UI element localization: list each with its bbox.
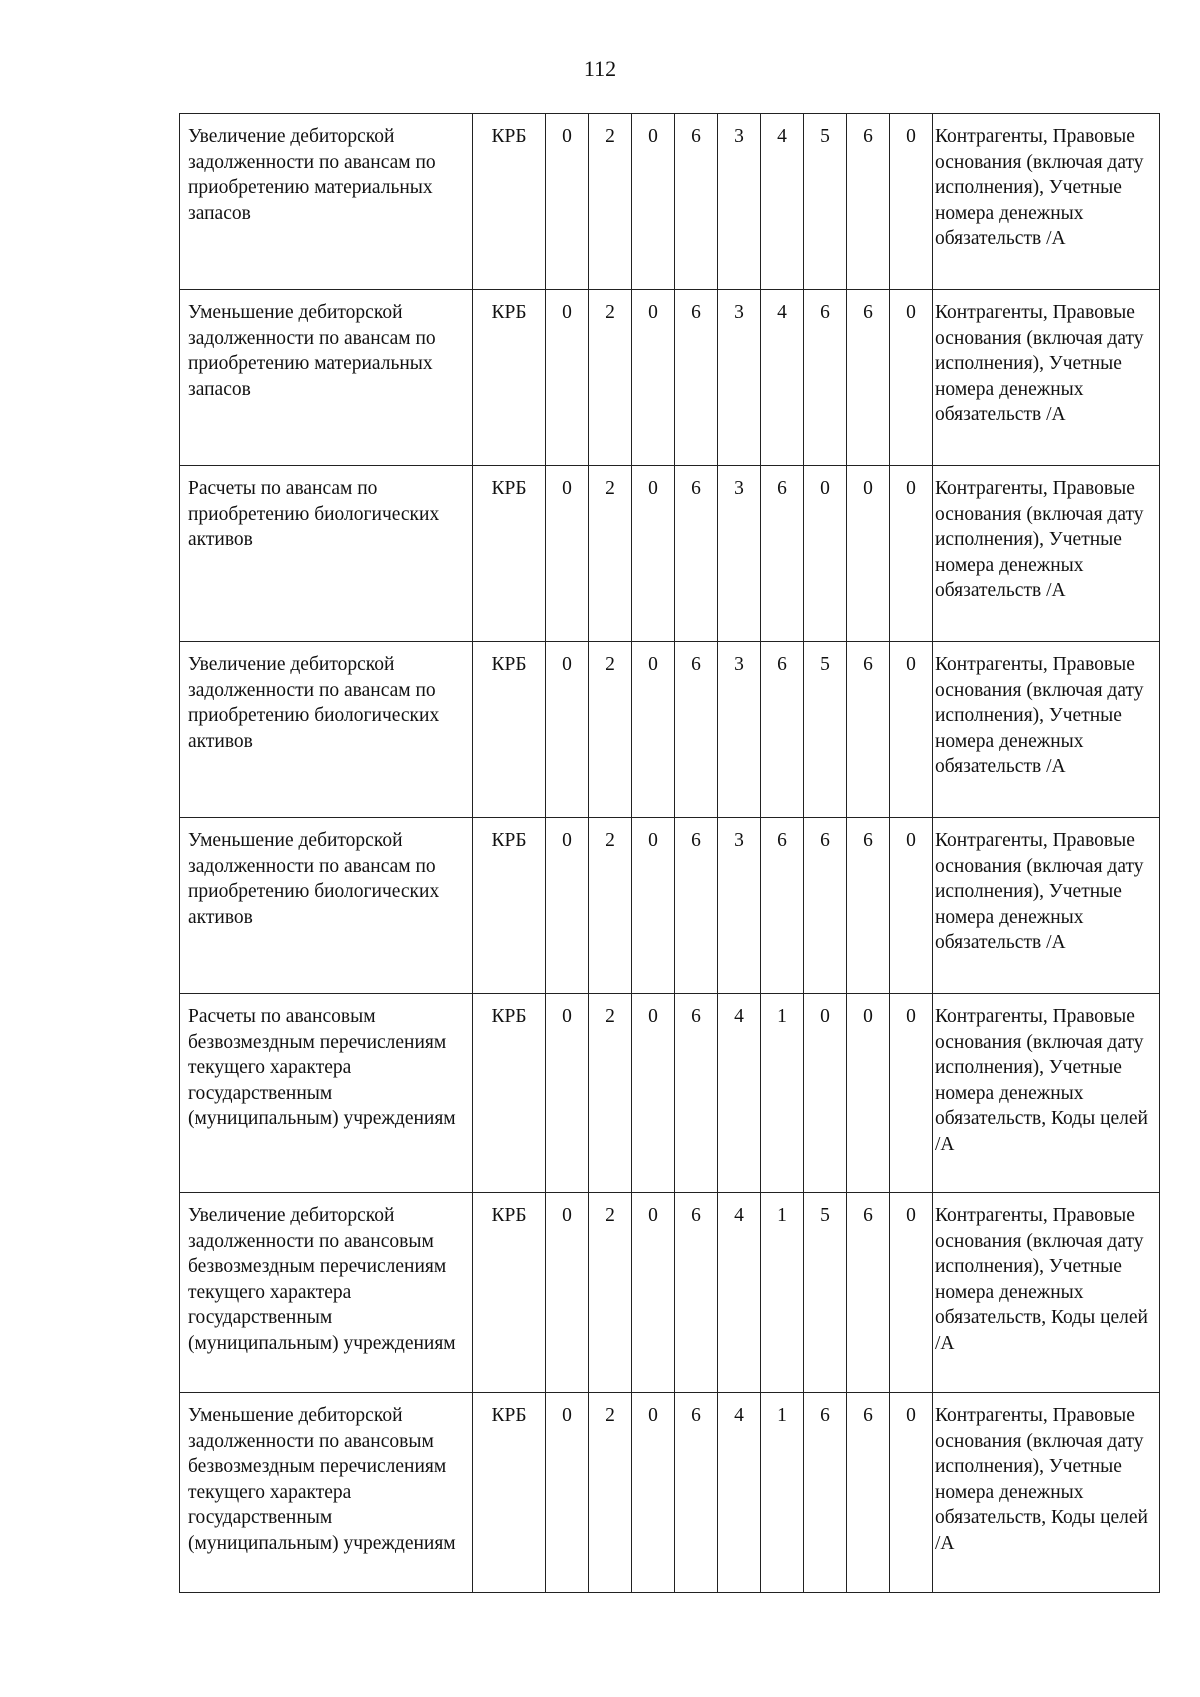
analytics-cell: Контрагенты, Правовые основания (включая дату исполнения), Учетные номера денежных обязательств /А	[933, 290, 1160, 466]
account-digit-cell: 0	[804, 994, 847, 1193]
account-digit-cell: 0	[632, 1393, 675, 1593]
account-digit-cell: 0	[632, 1193, 675, 1393]
budget-code-cell: КРБ	[473, 818, 546, 994]
account-digit-cell: 0	[890, 466, 933, 642]
account-digit-cell: 6	[761, 642, 804, 818]
account-name-cell: Уменьшение дебиторской задолженности по авансам по приобретению биологических активов	[180, 818, 473, 994]
account-digit-cell: 6	[847, 1193, 890, 1393]
account-digit-cell: 3	[718, 818, 761, 994]
account-digit-cell: 5	[804, 114, 847, 290]
account-digit-cell: 5	[804, 642, 847, 818]
budget-code-cell: КРБ	[473, 466, 546, 642]
account-digit-cell: 0	[546, 466, 589, 642]
budget-code-cell: КРБ	[473, 114, 546, 290]
account-digit-cell: 6	[675, 114, 718, 290]
account-digit-cell: 3	[718, 466, 761, 642]
account-digit-cell: 2	[589, 114, 632, 290]
account-digit-cell: 2	[589, 1393, 632, 1593]
table-row	[180, 994, 1160, 1193]
account-digit-cell: 4	[718, 1193, 761, 1393]
table-row	[180, 642, 1160, 818]
budget-code-cell: КРБ	[473, 1393, 546, 1593]
account-digit-cell: 0	[890, 290, 933, 466]
account-digit-cell: 3	[718, 114, 761, 290]
account-digit-cell: 0	[632, 642, 675, 818]
account-digit-cell: 3	[718, 642, 761, 818]
table-row	[180, 466, 1160, 642]
account-digit-cell: 2	[589, 466, 632, 642]
account-digit-cell: 6	[761, 466, 804, 642]
table-row	[180, 1193, 1160, 1393]
account-digit-cell: 0	[632, 290, 675, 466]
budget-code-cell: КРБ	[473, 290, 546, 466]
account-digit-cell: 6	[804, 290, 847, 466]
analytics-cell: Контрагенты, Правовые основания (включая дату исполнения), Учетные номера денежных обязательств /А	[933, 818, 1160, 994]
account-digit-cell: 4	[718, 1393, 761, 1593]
analytics-cell: Контрагенты, Правовые основания (включая дату исполнения), Учетные номера денежных обязательств, Коды целей /А	[933, 1393, 1160, 1593]
account-digit-cell: 0	[546, 114, 589, 290]
analytics-cell: Контрагенты, Правовые основания (включая дату исполнения), Учетные номера денежных обязательств /А	[933, 114, 1160, 290]
table-row	[180, 818, 1160, 994]
account-digit-cell: 6	[675, 642, 718, 818]
account-digit-cell: 6	[804, 818, 847, 994]
analytics-cell: Контрагенты, Правовые основания (включая дату исполнения), Учетные номера денежных обязательств /А	[933, 642, 1160, 818]
account-digit-cell: 2	[589, 290, 632, 466]
account-digit-cell: 2	[589, 994, 632, 1193]
analytics-cell: Контрагенты, Правовые основания (включая дату исполнения), Учетные номера денежных обязательств /А	[933, 466, 1160, 642]
budget-code-cell: КРБ	[473, 994, 546, 1193]
account-digit-cell: 0	[632, 466, 675, 642]
account-digit-cell: 5	[804, 1193, 847, 1393]
account-digit-cell: 0	[546, 1193, 589, 1393]
account-digit-cell: 6	[675, 994, 718, 1193]
account-digit-cell: 0	[546, 642, 589, 818]
account-digit-cell: 6	[675, 290, 718, 466]
account-digit-cell: 1	[761, 1393, 804, 1593]
account-digit-cell: 2	[589, 1193, 632, 1393]
account-digit-cell: 6	[675, 466, 718, 642]
account-digit-cell: 0	[890, 994, 933, 1193]
account-digit-cell: 6	[847, 818, 890, 994]
budget-code-cell: КРБ	[473, 1193, 546, 1393]
account-digit-cell: 4	[761, 290, 804, 466]
account-digit-cell: 0	[890, 1393, 933, 1593]
account-name-cell: Увеличение дебиторской задолженности по авансам по приобретению биологических активов	[180, 642, 473, 818]
account-digit-cell: 0	[546, 994, 589, 1193]
account-digit-cell: 0	[632, 114, 675, 290]
account-digit-cell: 0	[632, 994, 675, 1193]
account-digit-cell: 6	[847, 642, 890, 818]
budget-code-cell: КРБ	[473, 642, 546, 818]
account-digit-cell: 4	[761, 114, 804, 290]
account-digit-cell: 6	[675, 1193, 718, 1393]
account-digit-cell: 3	[718, 290, 761, 466]
account-digit-cell: 0	[890, 818, 933, 994]
account-digit-cell: 6	[675, 818, 718, 994]
account-digit-cell: 2	[589, 818, 632, 994]
analytics-cell: Контрагенты, Правовые основания (включая дату исполнения), Учетные номера денежных обязательств, Коды целей /А	[933, 1193, 1160, 1393]
account-digit-cell: 4	[718, 994, 761, 1193]
account-digit-cell: 6	[847, 290, 890, 466]
account-digit-cell: 1	[761, 1193, 804, 1393]
account-digit-cell: 2	[589, 642, 632, 818]
analytics-cell: Контрагенты, Правовые основания (включая дату исполнения), Учетные номера денежных обязательств, Коды целей /А	[933, 994, 1160, 1193]
account-digit-cell: 6	[847, 114, 890, 290]
table-row	[180, 1393, 1160, 1593]
account-digit-cell: 0	[632, 818, 675, 994]
account-digit-cell: 0	[546, 290, 589, 466]
account-digit-cell: 0	[890, 642, 933, 818]
table-row	[180, 290, 1160, 466]
account-digit-cell: 0	[847, 466, 890, 642]
account-digit-cell: 0	[804, 466, 847, 642]
account-digit-cell: 6	[675, 1393, 718, 1593]
account-name-cell: Расчеты по авансовым безвозмездным перечислениям текущего характера государственным (муниципальным) учреждениям	[180, 994, 473, 1193]
account-name-cell: Уменьшение дебиторской задолженности по авансам по приобретению материальных запасов	[180, 290, 473, 466]
table-row	[180, 114, 1160, 290]
account-name-cell: Увеличение дебиторской задолженности по авансовым безвозмездным перечислениям текущего характера государственным (муниципальным) учреждениям	[180, 1193, 473, 1393]
account-name-cell: Увеличение дебиторской задолженности по авансам по приобретению материальных запасов	[180, 114, 473, 290]
account-digit-cell: 0	[890, 114, 933, 290]
accounts-table	[179, 113, 1160, 1593]
page-number: 112	[583, 56, 617, 81]
account-digit-cell: 0	[546, 818, 589, 994]
account-digit-cell: 6	[847, 1393, 890, 1593]
account-digit-cell: 0	[546, 1393, 589, 1593]
account-digit-cell: 1	[761, 994, 804, 1193]
account-digit-cell: 0	[890, 1193, 933, 1393]
account-digit-cell: 0	[847, 994, 890, 1193]
account-digit-cell: 6	[761, 818, 804, 994]
account-name-cell: Расчеты по авансам по приобретению биологических активов	[180, 466, 473, 642]
account-name-cell: Уменьшение дебиторской задолженности по авансовым безвозмездным перечислениям текущего характера государственным (муниципальным) учреждениям	[180, 1393, 473, 1593]
account-digit-cell: 6	[804, 1393, 847, 1593]
